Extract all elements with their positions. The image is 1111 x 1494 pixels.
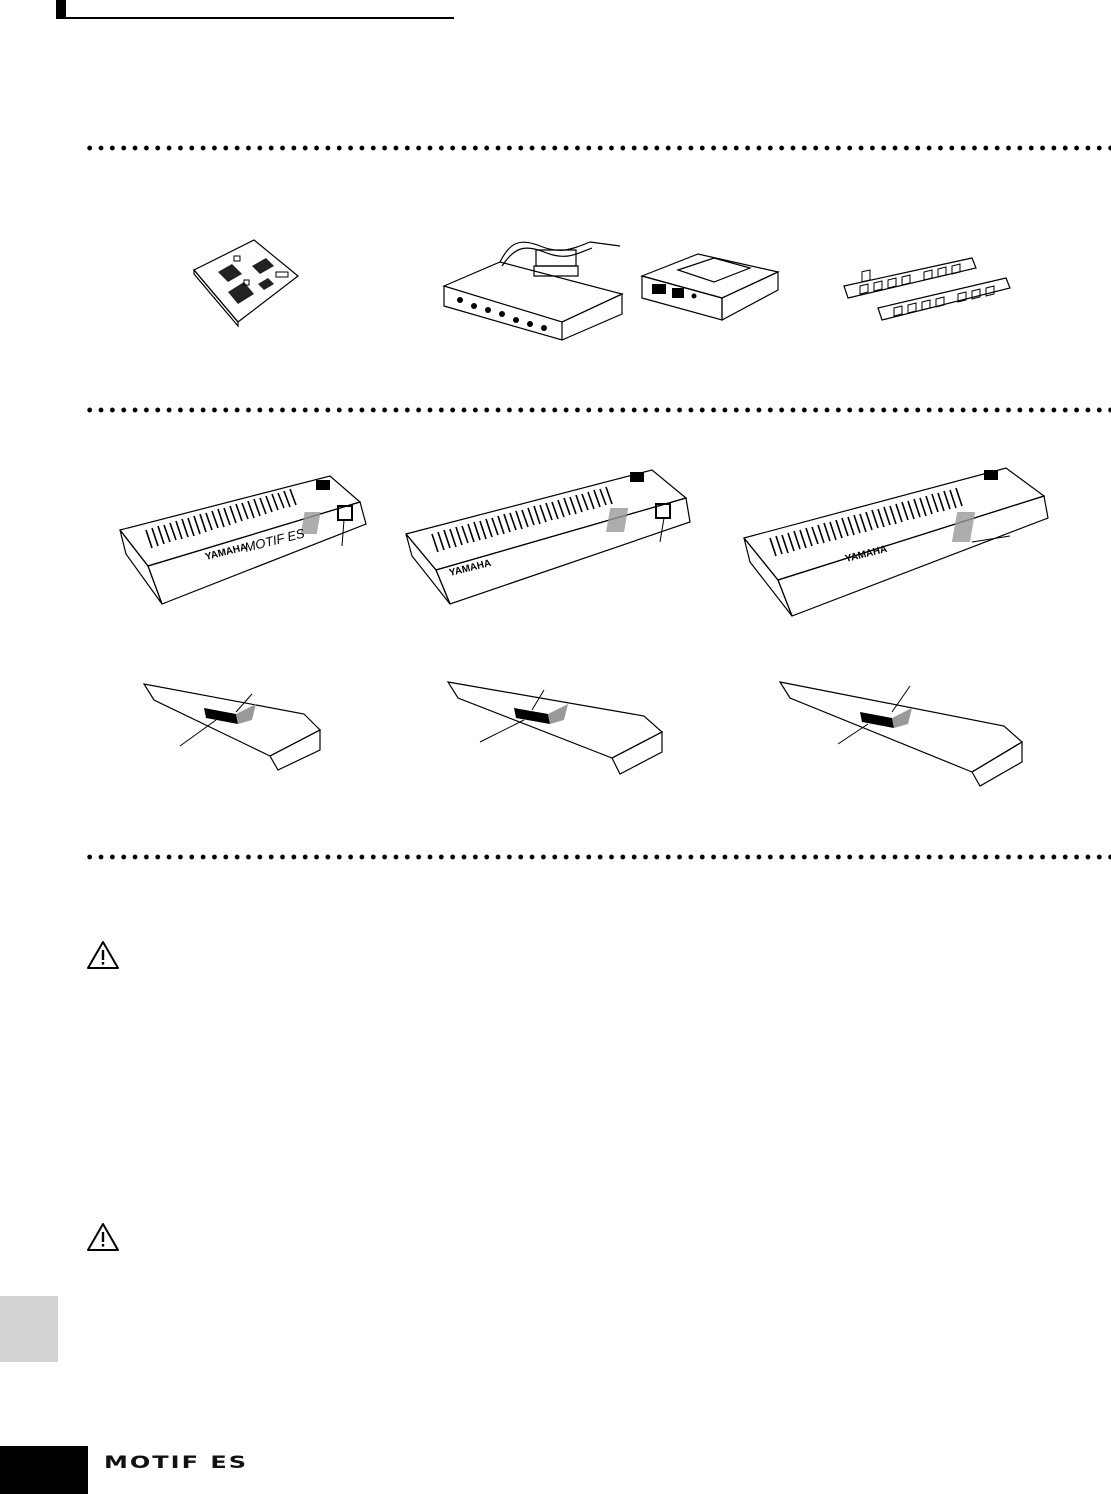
product-logo: MOTIF ES <box>104 1452 249 1473</box>
keyboard-top-view-1 <box>116 470 370 606</box>
keyboard-1-brand: YAMAHA <box>204 541 249 563</box>
header-rule <box>56 17 454 19</box>
keyboard-1-model: MOTIF ES <box>243 525 307 555</box>
keyboard-2-brand: YAMAHA <box>448 557 493 579</box>
keyboard-bottom-view-3 <box>776 678 1026 788</box>
keyboard-top-view-3 <box>740 462 1052 618</box>
memory-modules-illustration <box>842 256 1012 332</box>
keyboard-3-brand: YAMAHA <box>844 543 889 565</box>
chapter-side-tab <box>0 1296 58 1362</box>
section-separator-3 <box>84 853 1111 861</box>
io-board-with-cable-illustration <box>440 236 626 340</box>
network-board-illustration <box>638 250 786 324</box>
expansion-board-illustration <box>190 236 302 326</box>
keyboard-top-view-2 <box>402 464 694 606</box>
page-number-block <box>0 1446 88 1494</box>
section-separator-1 <box>84 144 1111 152</box>
keyboard-bottom-view-1 <box>140 680 324 770</box>
section-separator-2 <box>84 406 1111 414</box>
header-tab-marker <box>56 0 66 18</box>
warning-triangle-icon <box>86 940 120 970</box>
warning-triangle-icon <box>86 1222 120 1252</box>
keyboard-bottom-view-2 <box>444 678 668 774</box>
